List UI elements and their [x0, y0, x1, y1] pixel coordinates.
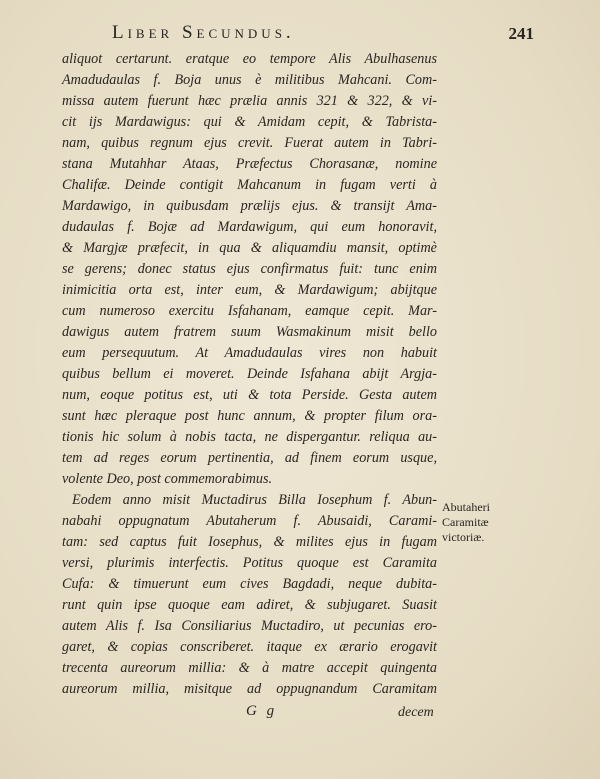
text-line: volente Deo, post commemorabimus. [62, 471, 273, 487]
text-line: Amadudaulas f. Boja unus è militibus Mahcani. Com- [62, 72, 437, 88]
text-line: Chalifæ. Deinde contigit Mahcanum in fugam verti à [62, 177, 437, 193]
text-line: Cufa: & timuerunt eum cives Bagdadi, neque dubita- [62, 576, 437, 592]
text-line: dudaulas f. Bojæ ad Mardawigum, qui eum honoravit, [62, 219, 437, 235]
text-line: inimicitia orta est, inter eum, & Mardawigum; abijtque [62, 282, 437, 298]
running-title: Liber Secundus. [112, 22, 295, 43]
text-line: se gerens; donec status ejus confirmatus fuit: tunc enim [62, 261, 437, 277]
running-header [112, 22, 542, 48]
text-line: tionis hic solum à nobis tacta, ne dispergantur. reliqua au- [62, 429, 437, 445]
text-line: runt quin ipse quoque eam adiret, & subjugaret. Suasit [62, 597, 437, 613]
marginal-note-line: Caramitæ [442, 515, 489, 529]
text-line: nabahi oppugnatum Abutaherum f. Abusaidi, Carami- [62, 513, 437, 529]
text-line: nam, quibus regnum ejus crevit. Fuerat autem in Tabri- [62, 135, 437, 151]
marginal-note-line: Abutaheri [442, 500, 490, 514]
text-line: dawigus autem fratrem suum Wasmakinum misit bello [62, 324, 437, 340]
body-text [62, 49, 437, 700]
text-line: tem ad reges eorum pertinentia, ad finem eorum usque, [62, 450, 437, 466]
text-line: Eodem anno misit Muctadirus Billa Iosephum f. Abun- [72, 492, 437, 508]
text-line: aureorum millia, misitque ad oppugnandum Caramitam [62, 681, 437, 697]
catchword: decem [398, 705, 434, 720]
text-line: stana Mutahhar Ataas, Præfectus Chorasanæ, nomine [62, 156, 437, 172]
text-line: num, eoque potitus est, uti & tota Perside. Gesta autem [62, 387, 437, 403]
text-line: versi, plurimis interfectis. Potitus quoque est Caramita [62, 555, 437, 571]
text-line: garet, & copias conscriberet. itaque ex ærario erogavit [62, 639, 437, 655]
text-line: aliquot certarunt. eratque eo tempore Alis Abulhasenus [62, 51, 437, 67]
marginal-note-line: victoriæ. [442, 530, 485, 544]
text-line: missa autem fuerunt hæc prælia annis 321 & 322, & vi- [62, 93, 437, 109]
text-line: quibus bellum ei moveret. Deinde Isfahana abijt Argja- [62, 366, 437, 382]
text-line: & Margjæ præfecit, in qua & aliquamdiu mansit, optimè [62, 240, 437, 256]
text-line: eum persequutum. At Amadudaulas vires non habuit [62, 345, 437, 361]
text-line: sunt hæc pleraque post hunc annum, & propter filum ora- [62, 408, 437, 424]
marginal-note [442, 500, 542, 545]
text-line: Mardawigo, in quibusdam prælijs ejus. & transijt Ama- [62, 198, 437, 214]
text-line: autem Alis f. Isa Consiliarius Muctadiro, ut pecunias ero- [62, 618, 437, 634]
signature-mark: G g [246, 703, 278, 719]
text-line: cit ijs Mardawigus: qui & Amidam cepit, & Tabrista- [62, 114, 437, 130]
text-line: cum numeroso exercitu Isfahanam, eamque cepit. Mar- [62, 303, 437, 319]
text-line: tam: sed captus fuit Iosephus, & milites ejus in fugam [62, 534, 437, 550]
page-number: 241 [508, 24, 534, 43]
text-line: trecenta aureorum millia: & à matre accepit quingenta [62, 660, 437, 676]
